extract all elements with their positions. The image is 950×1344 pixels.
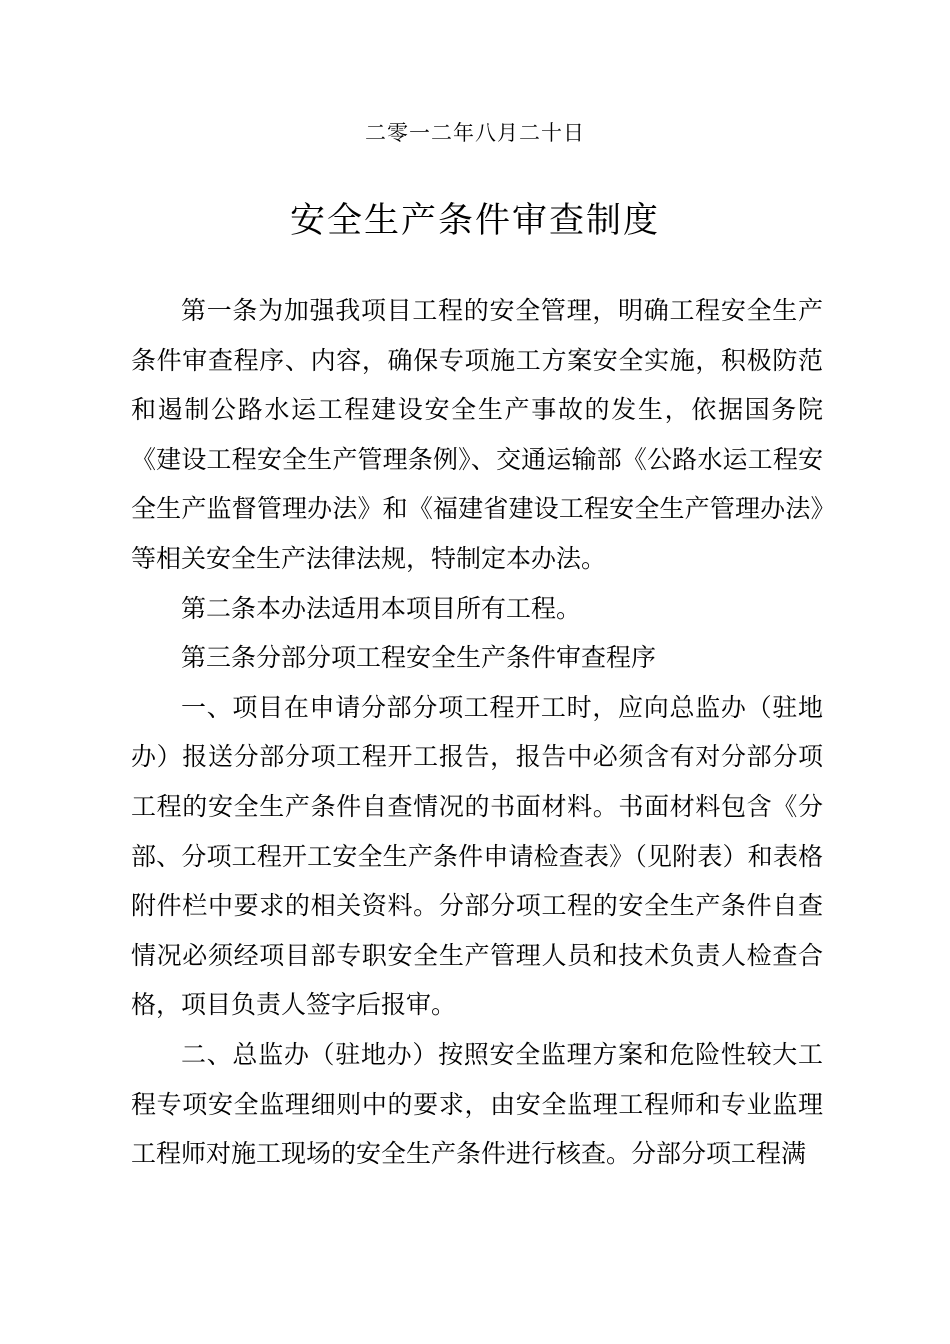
document-body xyxy=(131,286,823,1179)
date-line: 二零一二年八月二十日 xyxy=(365,121,585,145)
document-title: 安全生产条件审查制度 xyxy=(289,201,660,241)
paragraph-article-2: 第二条本办法适用本项目所有工程。 xyxy=(181,593,582,623)
paragraph-item-1: 一、项目在申请分部分项工程开工时，应向总监办（驻地办）报送分部分项工程开工报告，报告中必须含有对分部分项工程的安全生产条件自查情况的书面材料。书面材料包含《分部、分项工程开工安全生产条件申请检查表》（见附表）和表格附件栏中要求的相关资料。分部分项工程的安全生产条件自查情况必须经项目部专职安全生产管理人员和技术负责人检查合格，项目负责人签字后报审。 xyxy=(131,692,823,1020)
paragraph-item-2: 二、总监办（驻地办）按照安全监理方案和危险性较大工程专项安全监理细则中的要求，由安全监理工程师和专业监理工程师对施工现场的安全生产条件进行核查。分部分项工程满 xyxy=(131,1039,823,1169)
paragraph-article-3: 第三条分部分项工程安全生产条件审查程序 xyxy=(181,643,657,673)
paragraph-article-1: 第一条为加强我项目工程的安全管理，明确工程安全生产条件审查程序、内容，确保专项施工方案安全实施，积极防范和遏制公路水运工程建设安全生产事故的发生，依据国务院《建设工程安全生产管理条例》、交通运输部《公路水运工程安全生产监督管理办法》和《福建省建设工程安全生产管理办法》等相关安全生产法律法规，特制定本办法。 xyxy=(131,296,823,573)
